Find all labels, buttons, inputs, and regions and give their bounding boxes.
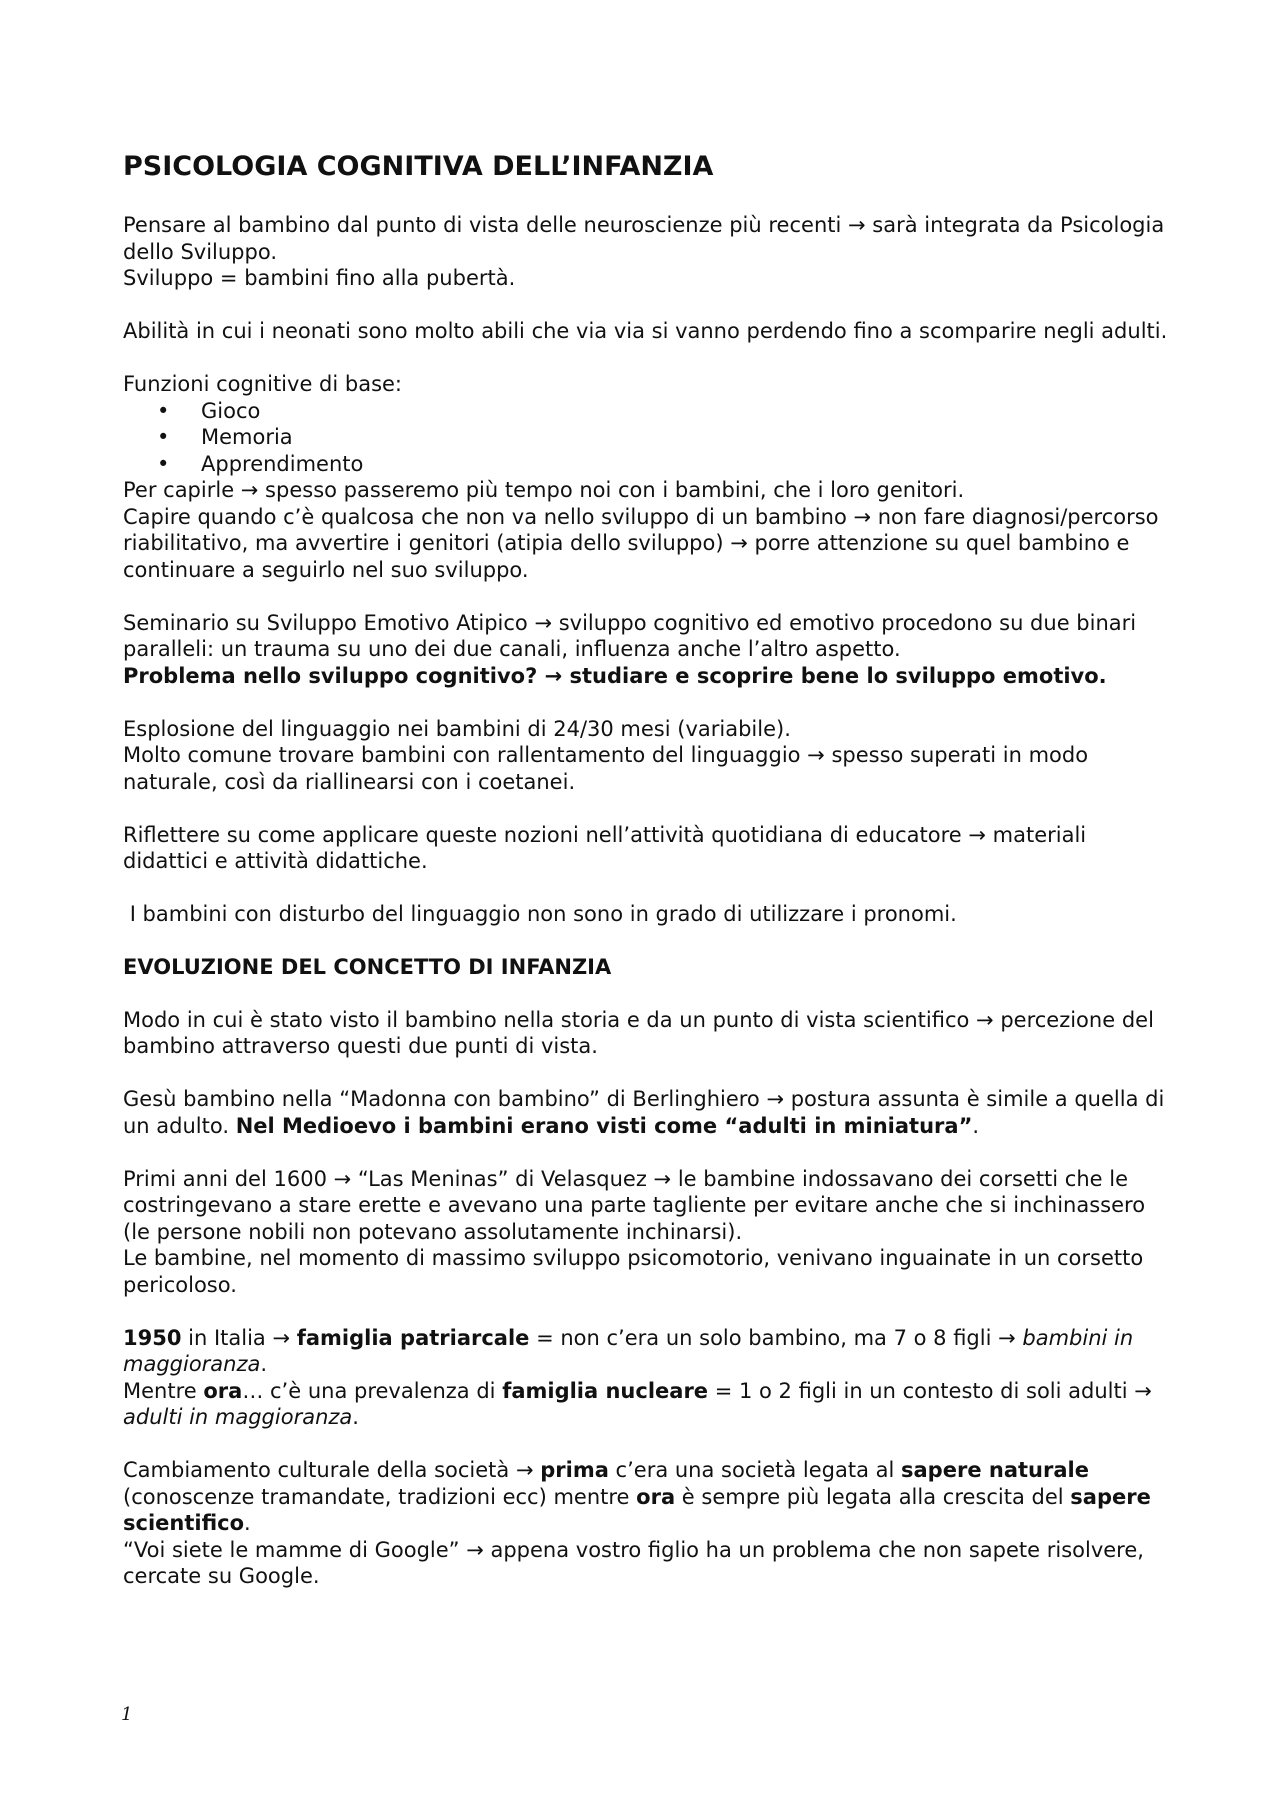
text-run: .: [972, 1113, 980, 1138]
bold-text: sapere scientifico: [123, 1484, 1151, 1535]
paragraph: [123, 1378, 1168, 1431]
list-item: • Memoria: [201, 424, 1168, 451]
bold-text: ora: [203, 1378, 243, 1403]
italic-text: bambini in maggioranza: [123, 1325, 1134, 1376]
paragraph: [123, 1457, 1168, 1537]
list-item: • Apprendimento: [201, 451, 1168, 478]
page-title: PSICOLOGIA COGNITIVA DELL’INFANZIA: [123, 151, 714, 182]
bold-text: sapere naturale: [901, 1458, 1089, 1482]
bold-text: ora: [636, 1484, 676, 1509]
text-run: .: [244, 1511, 251, 1535]
paragraph: Abilità in cui i neonati sono molto abili che via via si vanno perdendo fino a scomparire negli adulti.: [123, 319, 1168, 343]
paragraph: Capire quando c’è qualcosa che non va nello sviluppo di un bambino → non fare diagnosi/percorso riabilitativo, ma avvertire i genitori (atipia dello sviluppo) → porre attenzione su quel bambino e continuare a seguirlo nel suo sviluppo.: [123, 504, 1159, 582]
text-run: Gesù bambino nella “Madonna con bambino” di Berlinghiero → postura assunta è simile a quella di un adulto.: [123, 1087, 1165, 1138]
text-run: in Italia →: [181, 1325, 297, 1350]
paragraph: Molto comune trovare bambini con rallentamento del linguaggio → spesso superati in modo naturale, così da riallinearsi con i coetanei.: [123, 743, 1089, 794]
bold-text: famiglia nucleare: [502, 1378, 709, 1403]
page-number: 1: [121, 1704, 133, 1725]
paragraph-bold: [123, 663, 1168, 690]
bold-text: prima: [540, 1458, 609, 1482]
text-run: è sempre più legata alla crescita del: [675, 1484, 1071, 1509]
paragraph: Riflettere su come applicare queste nozioni nell’attività quotidiana di educatore → materiali didattici e attività didattiche.: [123, 822, 1087, 873]
bold-text: 1950: [123, 1325, 182, 1350]
paragraph: Seminario su Sviluppo Emotivo Atipico → sviluppo cognitivo ed emotivo procedono su due binari paralleli: un trauma su uno dei due canali, influenza anche l’altro aspetto.: [123, 610, 1137, 661]
bold-text: Problema nello sviluppo cognitivo? → studiare e scoprire bene lo sviluppo emotivo.: [123, 663, 1107, 688]
text-run: .: [260, 1352, 268, 1376]
paragraph: [123, 1086, 1168, 1139]
text-run: = non c’era un solo bambino, ma 7 o 8 figli →: [529, 1325, 1023, 1350]
text-run: .: [352, 1405, 359, 1429]
paragraph: Per capirle → spesso passeremo più tempo noi con i bambini, che i loro genitori.: [123, 478, 965, 502]
paragraph: Le bambine, nel momento di massimo sviluppo psicomotorio, venivano inguainate in un corsetto pericoloso.: [123, 1246, 1144, 1297]
bold-text: famiglia patriarcale: [296, 1325, 530, 1350]
paragraph: Esplosione del linguaggio nei bambini di 24/30 mesi (variabile).: [123, 716, 791, 741]
text-run: = 1 o 2 figli in un contesto di soli adulti →: [708, 1378, 1152, 1403]
paragraph: Sviluppo = bambini fino alla pubertà.: [123, 266, 516, 290]
text-run: (conoscenze tramandate, tradizioni ecc) mentre: [123, 1484, 637, 1509]
section-heading: EVOLUZIONE DEL CONCETTO DI INFANZIA: [123, 955, 612, 979]
paragraph: I bambini con disturbo del linguaggio non sono in grado di utilizzare i pronomi.: [123, 902, 957, 926]
document-page: [123, 150, 1168, 1590]
text-run: Mentre: [123, 1378, 204, 1403]
bullet-list: [123, 398, 1168, 478]
italic-text: adulti in maggioranza: [123, 1405, 353, 1429]
paragraph: Primi anni del 1600 → “Las Meninas” di Velasquez → le bambine indossavano dei corsetti che le costringevano a stare erette e avevano una parte tagliente per evitare anche che si inchinassero (le persone nobili non potevano assolutamente inchinarsi).: [123, 1166, 1146, 1244]
text-run: c’era una società legata al: [608, 1458, 902, 1482]
bold-text: Nel Medioevo i bambini erano visti come “adulti in miniatura”: [235, 1113, 973, 1138]
paragraph: “Voi siete le mamme di Google” → appena vostro figlio ha un problema che non sapete risolvere, cercate su Google.: [123, 1537, 1144, 1588]
paragraph: Modo in cui è stato visto il bambino nella storia e da un punto di vista scientifico → percezione del bambino attraverso questi due punti di vista.: [123, 1007, 1154, 1058]
text-run: … c’è una prevalenza di: [242, 1378, 503, 1403]
list-title: Funzioni cognitive di base:: [123, 372, 403, 396]
list-item: • Gioco: [201, 398, 1168, 425]
paragraph: [123, 1325, 1168, 1378]
paragraph: Pensare al bambino dal punto di vista delle neuroscienze più recenti → sarà integrata da Psicologia dello Sviluppo.: [123, 213, 1165, 264]
text-run: Cambiamento culturale della società →: [123, 1458, 541, 1482]
